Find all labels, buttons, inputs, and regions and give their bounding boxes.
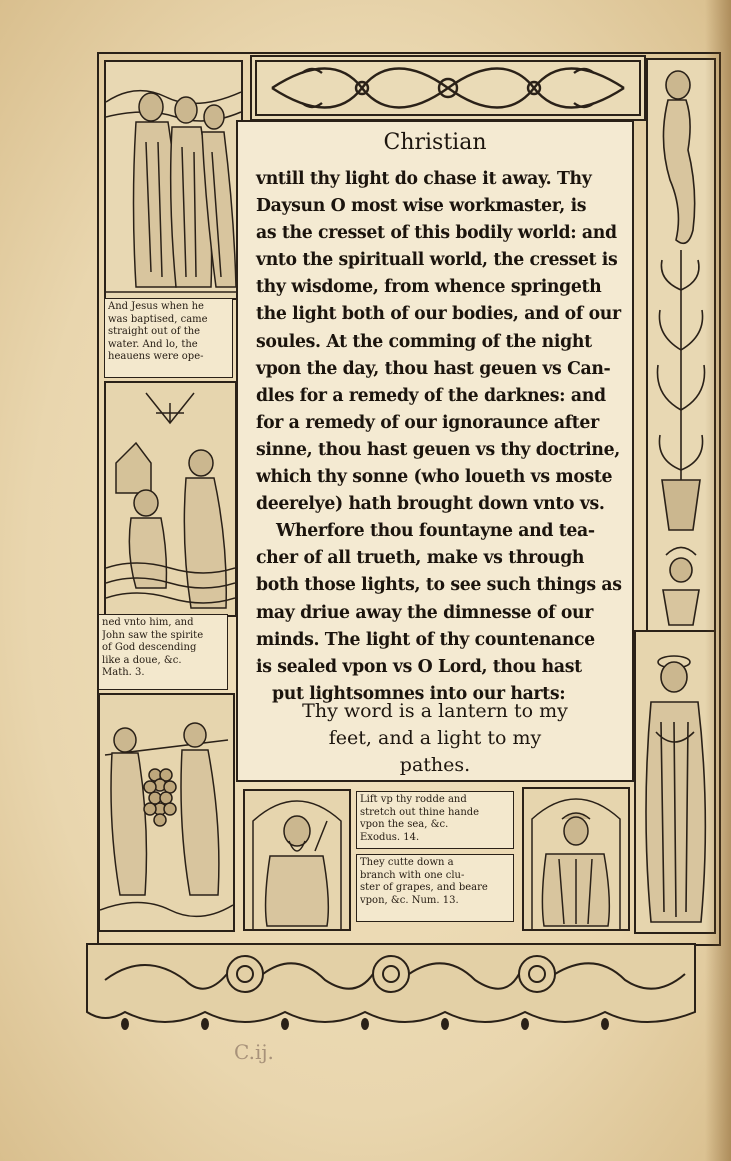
body-line: deerelye) hath brought down vnto vs.	[256, 494, 605, 515]
body-line: put lightsomnes into our harts:	[272, 683, 566, 704]
body-line: vpon the day, thou hast geuen vs Can-	[256, 358, 611, 379]
page-title: Christian	[383, 130, 487, 155]
caption-grapes: They cutte down a branch with one clu- ster of grapes, and beare vpon, &c. Num. 13.	[356, 854, 514, 922]
body-line: as the cresset of this bodily world: and	[256, 223, 617, 244]
saint-figure-woodcut	[634, 630, 716, 934]
body-line: Wherfore thou fountayne and tea-	[276, 521, 595, 542]
body-line: minds. The light of thy countenance	[256, 629, 595, 650]
body-line: thy wisdome, from whence springeth	[256, 277, 602, 298]
body-line: may driue away the dimnesse of our	[256, 602, 593, 623]
verse-block	[238, 698, 632, 779]
bottom-ornament-frieze	[85, 940, 697, 1036]
body-line: Daysun O most wise workmaster, is	[256, 196, 587, 217]
body-line: vnto the spirituall world, the cresset is	[256, 250, 618, 271]
caption-moses: Lift vp thy rodde and stretch out thine hande vpon the sea, &c. Exodus. 14.	[356, 791, 514, 849]
blackletter-body	[256, 166, 622, 708]
body-line: which thy sonne (who loueth vs moste	[256, 467, 613, 488]
spies-grapes-woodcut	[98, 693, 235, 932]
body-line: soules. At the comming of the night	[256, 331, 592, 352]
signature-mark: C.ij.	[234, 1040, 274, 1064]
prophet-woodcut	[522, 787, 630, 931]
verse-line: pathes.	[399, 754, 471, 776]
body-line: cher of all trueth, make vs through	[256, 548, 585, 569]
top-ornament-band	[250, 55, 646, 121]
verse-line: Thy word is a lantern to my	[302, 700, 568, 722]
disciples-woodcut	[104, 60, 243, 300]
caption-baptism-top: And Jesus when he was baptised, came straight out of the water. And lo, the heauens were ope-	[104, 298, 233, 378]
page-spine-shadow	[705, 0, 731, 1161]
baptism-woodcut	[104, 381, 237, 617]
main-text-panel	[236, 120, 634, 782]
caption-baptism-bottom: ned vnto him, and John saw the spirite of God descending like a doue, &c. Math. 3.	[98, 614, 228, 690]
body-line: dles for a remedy of the darknes: and	[256, 385, 606, 406]
body-line: the light both of our bodies, and of our	[256, 304, 621, 325]
verse-line: feet, and a light to my	[328, 727, 542, 749]
moses-woodcut	[243, 789, 351, 931]
body-line: for a remedy of our ignoraunce after	[256, 412, 599, 433]
body-line: both those lights, to see such things as	[256, 575, 622, 596]
body-line: sinne, thou hast geuen vs thy doctrine,	[256, 439, 620, 460]
body-line: vntill thy light do chase it away. Thy	[256, 169, 592, 189]
body-line: is sealed vpon vs O Lord, thou hast	[256, 656, 582, 677]
